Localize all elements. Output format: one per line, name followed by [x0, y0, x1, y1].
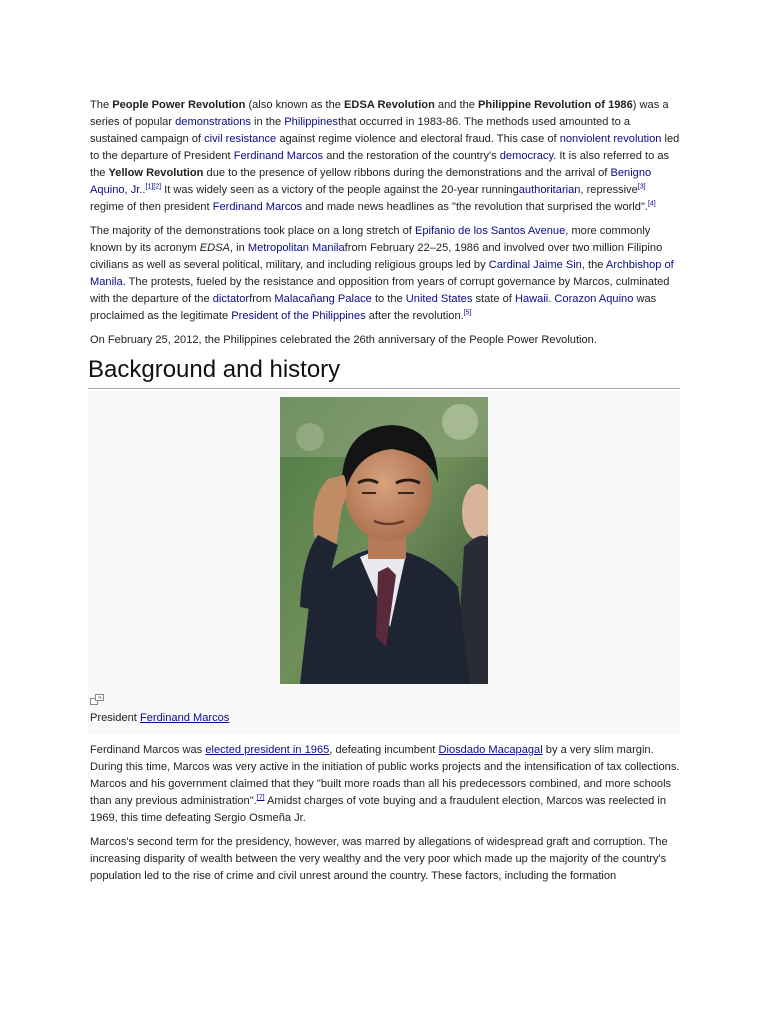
figure-caption: President Ferdinand Marcos	[90, 712, 230, 724]
reference-link[interactable]: [7]	[256, 794, 265, 802]
link-edsa[interactable]: Epifanio de los Santos Avenue	[414, 225, 566, 237]
link-diosdado-macapagal[interactable]: Diosdado Macapagal	[438, 744, 543, 756]
link-archbishop-manila[interactable]: Archbishop of Manila	[90, 259, 674, 288]
link-authoritarian[interactable]: authoritarian	[518, 184, 581, 196]
link-ferdinand-marcos[interactable]: Ferdinand Marcos	[212, 201, 303, 213]
bold-term: EDSA Revolution	[344, 99, 435, 111]
link-hawaii[interactable]: Hawaii	[514, 293, 549, 305]
intro-paragraph-1: The People Power Revolution (also known as the EDSA Revolution and the Philippine Revolution of 1986) was a series of popular demonstrations in the Philippinesthat occurred in 1983-86. The methods used amounted to a sustained campaign of civil resistance against regime violence and electoral fraud. This case of nonviolent revolution led to the departure of President Ferdinand Marcos and the restoration of the country's democracy. It is also referred to as the Yellow Revolution due to the presence of yellow ribbons during the demonstrations and the arrival of Benigno Aquino, Jr..[1][2] It was widely seen as a victory of the people against the 20-year runningauthoritarian, repressive[3] regime of then president Ferdinand Marcos and made news headlines as "the revolution that surprised the world".[4]	[90, 99, 680, 213]
enlarge-icon[interactable]	[90, 692, 104, 710]
bold-term: Philippine Revolution of 1986	[478, 99, 633, 111]
link-metro-manila[interactable]: Metropolitan Manila	[247, 242, 345, 254]
section-paragraph-1: Ferdinand Marcos was elected president in 1965, defeating incumbent Diosdado Macapagal by a very slim margin. During this time, Marcos was very active in the initiation of public works projects and the intensification of tax collections. Marcos and his government claimed that they "built more roads than all his predecessors combined, and more schools than any previous administration".[7] Amidst charges of vote buying and a fraudulent election, Marcos was reelected in 1969, this time defeating Sergio Osmeña Jr.	[90, 744, 680, 824]
intro-paragraph-3: On February 25, 2012, the Philippines celebrated the 26th anniversary of the People Power Revolution.	[90, 334, 597, 346]
link-elected-president-1965[interactable]: elected president in 1965	[205, 744, 330, 756]
link-united-states[interactable]: United States	[405, 293, 473, 305]
marcos-photo[interactable]	[280, 397, 488, 684]
link-president-philippines[interactable]: President of the Philippines	[231, 310, 366, 322]
link-democracy[interactable]: democracy	[499, 150, 554, 162]
article	[90, 97, 680, 892]
link-dictator[interactable]: dictator	[212, 293, 250, 305]
reference-link[interactable]: [1][2]	[145, 183, 162, 191]
link-benigno-aquino[interactable]: Benigno Aquino, Jr.	[90, 167, 652, 196]
reference-link[interactable]: [4]	[647, 200, 656, 208]
reference-link[interactable]: [5]	[463, 309, 472, 317]
link-philippines[interactable]: Philippines	[284, 116, 338, 128]
link-corazon-aquino[interactable]: Corazon Aquino	[554, 293, 634, 305]
link-civil-resistance[interactable]: civil resistance	[204, 133, 277, 145]
section-paragraph-2: Marcos's second term for the presidency, however, was marred by allegations of widespread graft and corruption. The increasing disparity of wealth between the very wealthy and the very poor which made up the majority of the country's population led to the rise of crime and civil unrest around the country. These factors, including the formation	[90, 836, 668, 882]
link-ferdinand-marcos[interactable]: Ferdinand Marcos	[139, 712, 230, 724]
bold-term: People Power Revolution	[112, 99, 246, 111]
link-malacanang[interactable]: Malacañang Palace	[274, 293, 372, 305]
link-jaime-sin[interactable]: Cardinal Jaime Sin	[488, 259, 582, 271]
figure	[88, 391, 680, 734]
bold-term: Yellow Revolution	[108, 167, 204, 179]
intro-paragraph-2: The majority of the demonstrations took place on a long stretch of Epifanio de los Santos Avenue, more commonly known by its acronym EDSA, in Metropolitan Manilafrom February 22–25, 1986 and involved over two million Filipino civilians as well as several political, military, and including religious groups led by Cardinal Jaime Sin, the Archbishop of Manila. The protests, fueled by the resistance and opposition from years of corrupt governance by Marcos, culminated with the departure of the dictatorfrom Malacañang Palace to the United States state of Hawaii. Corazon Aquino was proclaimed as the legitimate President of the Philippines after the revolution.[5]	[90, 225, 674, 322]
reference-link[interactable]: [3]	[637, 183, 646, 191]
link-nonviolent-revolution[interactable]: nonviolent revolution	[559, 133, 662, 145]
link-ferdinand-marcos[interactable]: Ferdinand Marcos	[233, 150, 324, 162]
link-demonstrations[interactable]: demonstrations	[175, 116, 251, 128]
section-heading: Background and history	[88, 356, 680, 389]
